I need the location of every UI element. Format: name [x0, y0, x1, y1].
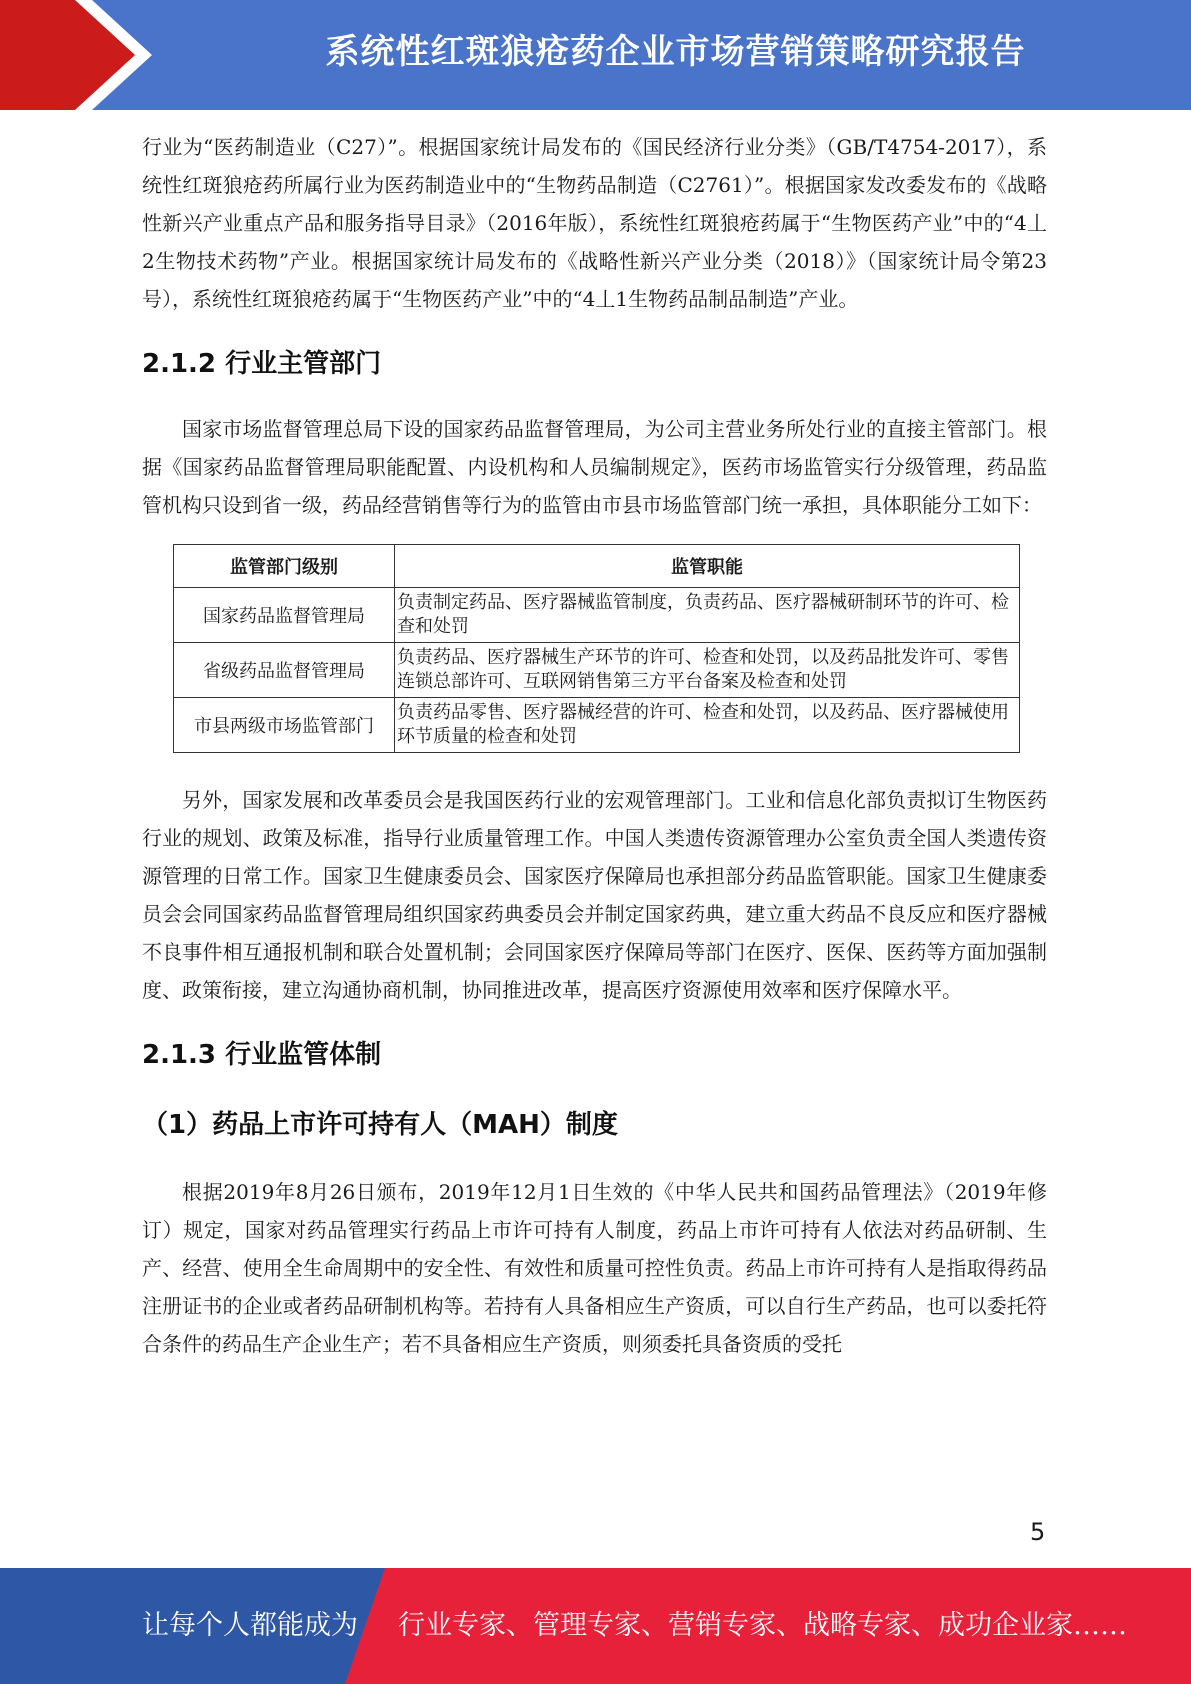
paragraph-macro-management: 另外，国家发展和改革委员会是我国医药行业的宏观管理部门。工业和信息化部负责拟订生物医药行业的规划、政策及标准，指导行业质量管理工作。中国人类遗传资源管理办公室负责全国人类遗传资源管理的日常工作。国家卫生健康委员会、国家医疗保障局也承担部分药品监管职能。国家卫生健康委员会会同国家药品监督管理局组织国家药典委员会并制定国家药典，建立重大药品不良反应和医疗器械不良事件相互通报机制和联合处置机制；会同国家医疗保障局等部门在医疗、医保、医药等方面加强制度、政策衔接，建立沟通协商机制，协同推进改革，提高医疗资源使用效率和医疗保障水平。 [142, 788, 1047, 1002]
table-cell-duty: 负责药品零售、医疗器械经营的许可、检查和处罚，以及药品、医疗器械使用环节质量的检查和处罚 [395, 698, 1020, 753]
section-heading-2-1-2: 2.1.2 行业主管部门 [142, 349, 382, 379]
page-header [0, 0, 1191, 110]
page-number: 5 [1030, 1518, 1046, 1546]
footer-slogan-left: 让每个人都能成为 [142, 1610, 358, 1641]
paragraph-industry-classification: 行业为“医药制造业（C27）”。根据国家统计局发布的《国民经济行业分类》（GB/T4754-2017），系统性红斑狼疮药所属行业为医药制造业中的“生物药品制造（C2761）”。根据国家发改委发布的《战略性新兴产业重点产品和服务指导目录》（2016年版），系统性红斑狼疮药属于“生物医药产业”中的“4丄2生物技术药物”产业。根据国家统计局发布的《战略性新兴产业分类（2018）》（国家统计局令第23号），系统性红斑狼疮药属于“生物医药产业”中的“4丄1生物药品制品制造”产业。 [142, 135, 1047, 311]
page-content [142, 128, 1047, 1363]
table-cell-level: 省级药品监督管理局 [174, 643, 395, 698]
table-cell-level: 国家药品监督管理局 [174, 588, 395, 643]
table-row [174, 698, 1020, 753]
footer-slogan-right: 行业专家、管理专家、营销专家、战略专家、成功企业家…… [398, 1610, 1127, 1641]
section-heading-2-1-3: 2.1.3 行业监管体制 [142, 1040, 382, 1070]
table-row [174, 643, 1020, 698]
table-cell-duty: 负责药品、医疗器械生产环节的许可、检查和处罚，以及药品批发许可、零售连锁总部许可、互联网销售第三方平台备案及检查和处罚 [395, 643, 1020, 698]
table-header-duty: 监管职能 [395, 545, 1020, 588]
page-footer [0, 1568, 1191, 1684]
regulatory-duty-table [173, 544, 1020, 753]
report-title: 系统性红斑狼疮药企业市场营销策略研究报告 [325, 32, 1026, 72]
paragraph-authority: 国家市场监督管理总局下设的国家药品监督管理局，为公司主营业务所处行业的直接主管部门。根据《国家药品监督管理局职能配置、内设机构和人员编制规定》，医药市场监管实行分级管理，药品监管机构只设到省一级，药品经营销售等行为的监管由市县市场监管部门统一承担，具体职能分工如下： [142, 417, 1047, 517]
table-row [174, 588, 1020, 643]
table-cell-level: 市县两级市场监管部门 [174, 698, 395, 753]
table-cell-duty: 负责制定药品、医疗器械监管制度，负责药品、医疗器械研制环节的许可、检查和处罚 [395, 588, 1020, 643]
table-header-level: 监管部门级别 [174, 545, 395, 588]
paragraph-mah-system: 根据2019年8月26日颁布，2019年12月1日生效的《中华人民共和国药品管理法》（2019年修订）规定，国家对药品管理实行药品上市许可持有人制度，药品上市许可持有人依法对药品研制、生产、经营、使用全生命周期中的安全性、有效性和质量可控性负责。药品上市许可持有人是指取得药品注册证书的企业或者药品研制机构等。若持有人具备相应生产资质，可以自行生产药品，也可以委托符合条件的药品生产企业生产；若不具备相应生产资质，则须委托具备资质的受托 [142, 1180, 1047, 1356]
subsection-heading-mah: （1）药品上市许可持有人（MAH）制度 [142, 1110, 618, 1140]
table-header-row [174, 545, 1020, 588]
